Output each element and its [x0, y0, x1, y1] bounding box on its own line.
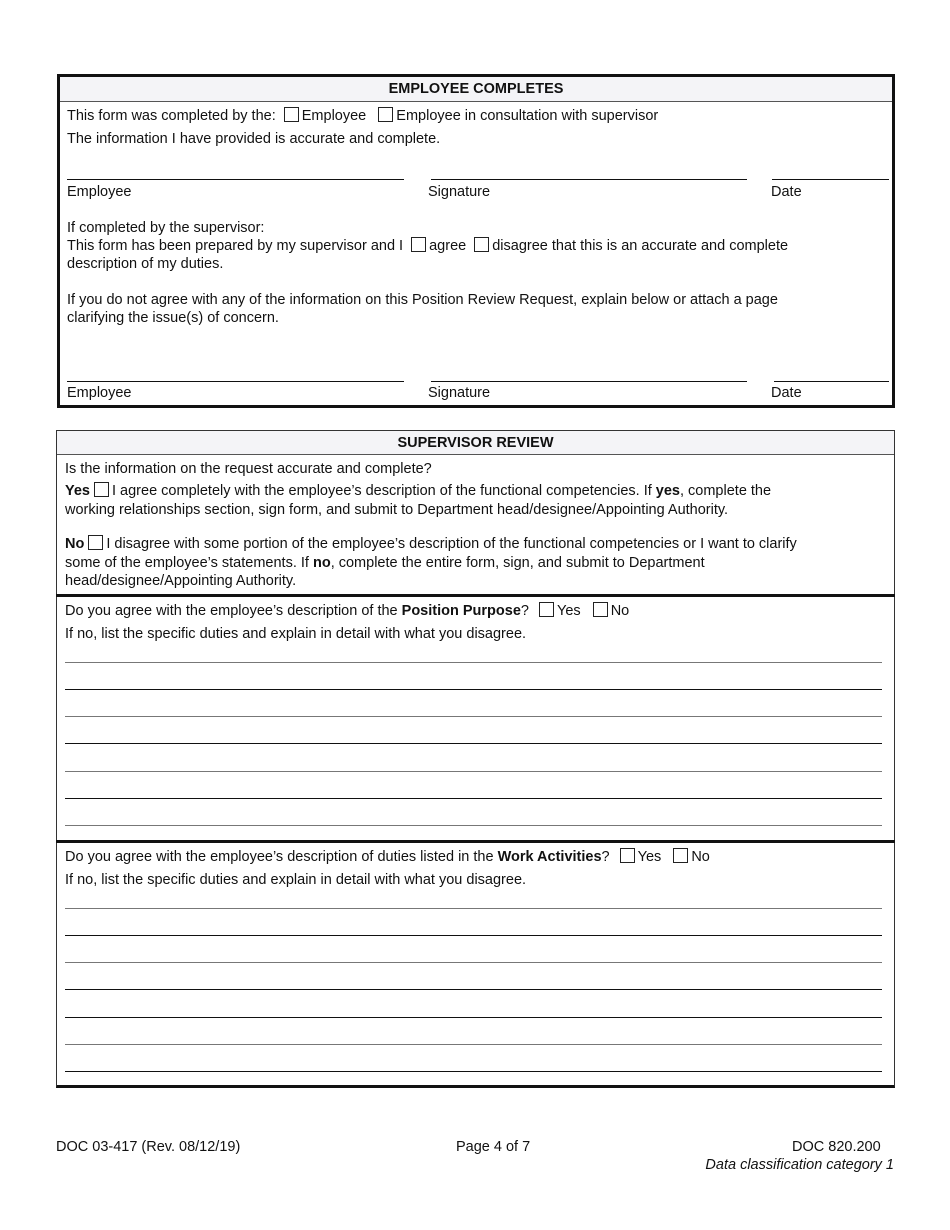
yes-checkbox[interactable] [94, 482, 109, 497]
activities-answer-line[interactable] [65, 1071, 882, 1072]
no-option-paragraph [65, 535, 885, 591]
activities-answer-line[interactable] [65, 962, 882, 963]
purpose-answer-line[interactable] [65, 798, 882, 799]
purpose-answer-line[interactable] [65, 825, 882, 826]
disagree-text: disagree that this is an accurate and complete [492, 238, 789, 254]
yes-label: Yes [65, 483, 90, 499]
activities-no-checkbox[interactable] [673, 848, 688, 863]
no-text-3: head/designee/Appointing Authority. [65, 573, 297, 590]
prepared-text: This form has been prepared by my supervisor and I [67, 238, 404, 254]
policy-number: DOC 820.200 [792, 1139, 881, 1155]
no-text-1: I disagree with some portion of the employee’s description of the functional competencies or I want to clarify [106, 536, 797, 552]
form-number: DOC 03-417 (Rev. 08/12/19) [56, 1139, 241, 1155]
supervisor-review-section [56, 430, 895, 1088]
employee-signature-line-1[interactable] [67, 179, 404, 180]
section-header: SUPERVISOR REVIEW [57, 431, 894, 455]
purpose-answer-line[interactable] [65, 689, 882, 690]
signature-label-1: Signature [428, 184, 491, 200]
activities-no-label: No [691, 849, 710, 865]
purpose-answer-line[interactable] [65, 771, 882, 772]
activities-yes-checkbox[interactable] [620, 848, 635, 863]
signature-line-2[interactable] [431, 381, 747, 382]
activities-prefix: Do you agree with the employee’s description of duties listed in the [65, 849, 494, 865]
disagree-instructions-line-1: If you do not agree with any of the information on this Position Review Request, explain below or attach a page [67, 292, 778, 308]
purpose-yes-checkbox[interactable] [539, 602, 554, 617]
agree-checkbox[interactable] [411, 237, 426, 252]
consultation-option-label: Employee in consultation with supervisor [396, 108, 659, 124]
date-label-2: Date [771, 385, 802, 401]
signature-line-1[interactable] [431, 179, 747, 180]
purpose-yes-label: Yes [557, 603, 581, 619]
activities-answer-line[interactable] [65, 908, 882, 909]
employee-label-2: Employee [67, 385, 132, 401]
date-line-1[interactable] [772, 179, 889, 180]
no-bold: no [312, 554, 331, 571]
completed-by-row [67, 107, 658, 126]
consultation-checkbox[interactable] [378, 107, 393, 122]
section-divider [56, 840, 895, 843]
employee-signature-line-2[interactable] [67, 381, 404, 382]
yes-option-paragraph [65, 482, 885, 519]
section-header: EMPLOYEE COMPLETES [60, 77, 892, 102]
agree-label: agree [429, 238, 467, 254]
description-suffix: description of my duties. [67, 256, 224, 272]
purpose-prefix: Do you agree with the employee’s description of the [65, 603, 398, 619]
date-label-1: Date [771, 184, 802, 200]
purpose-answer-line[interactable] [65, 716, 882, 717]
yes-bold: yes [655, 483, 680, 499]
accuracy-statement: The information I have provided is accurate and complete. [67, 131, 441, 147]
yes-text-3: working relationships section, sign form, and submit to Department head/designee/Appointing Authority. [65, 501, 729, 518]
purpose-answer-line[interactable] [65, 662, 882, 663]
employee-option-label: Employee [301, 108, 367, 124]
purpose-suffix: ? [520, 603, 529, 619]
activities-answer-line[interactable] [65, 989, 882, 990]
completed-by-label: This form was completed by the: [67, 108, 276, 124]
purpose-no-checkbox[interactable] [593, 602, 608, 617]
activities-answer-line[interactable] [65, 1017, 882, 1018]
employee-checkbox[interactable] [284, 107, 299, 122]
purpose-no-label: No [610, 603, 630, 619]
purpose-answer-line[interactable] [65, 743, 882, 744]
purpose-bold: Position Purpose [401, 603, 521, 619]
section-divider [56, 594, 895, 597]
yes-text-2: , complete the [679, 483, 772, 499]
disagree-instructions-line-2: clarifying the issue(s) of concern. [67, 310, 279, 326]
supervisor-completed-heading: If completed by the supervisor: [67, 220, 265, 236]
supervisor-prepared-row [67, 237, 788, 256]
employee-completes-section [57, 74, 895, 408]
activities-yes-label: Yes [637, 849, 662, 865]
signature-label-2: Signature [428, 385, 491, 401]
position-purpose-question [65, 602, 629, 621]
disagree-checkbox[interactable] [474, 237, 489, 252]
no-text-2a: some of the employee’s statements. If [65, 554, 309, 571]
purpose-instruction: If no, list the specific duties and explain in detail with what you disagree. [65, 626, 527, 642]
activities-instruction: If no, list the specific duties and explain in detail with what you disagree. [65, 872, 527, 888]
data-classification: Data classification category 1 [705, 1157, 894, 1173]
no-checkbox[interactable] [88, 535, 103, 550]
work-activities-question [65, 848, 710, 867]
page-number: Page 4 of 7 [456, 1139, 531, 1155]
activities-answer-line[interactable] [65, 935, 882, 936]
date-line-2[interactable] [774, 381, 889, 382]
accuracy-question: Is the information on the request accurate and complete? [65, 461, 432, 477]
activities-suffix: ? [601, 849, 610, 865]
no-text-2b: , complete the entire form, sign, and submit to Department [330, 554, 705, 571]
employee-label-1: Employee [67, 184, 132, 200]
yes-text-1: I agree completely with the employee’s description of the functional competencies. If [112, 483, 652, 499]
no-label: No [65, 536, 85, 552]
activities-answer-line[interactable] [65, 1044, 882, 1045]
activities-bold: Work Activities [497, 849, 602, 865]
